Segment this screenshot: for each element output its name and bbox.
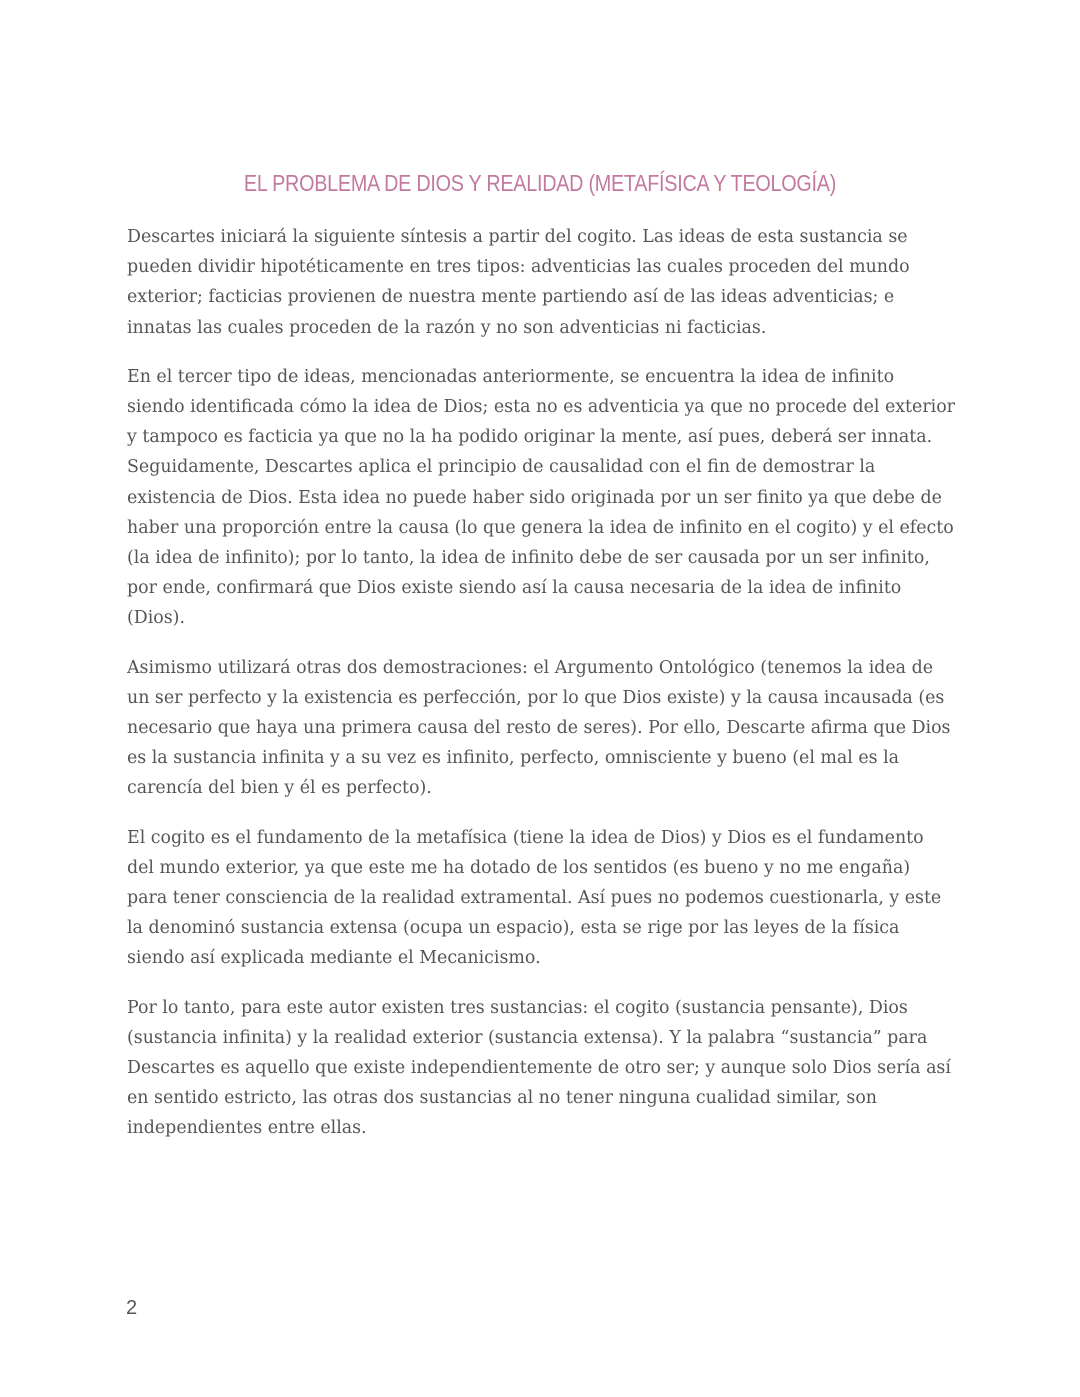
paragraph-idea-infinito: En el tercer tipo de ideas, mencionadas anteriormente, se encuentra la idea de infinito siendo identificada cómo la idea de Dios; esta no es adventicia ya que no procede del exterior y tampoco es facticia ya que no la ha podido originar la mente, así pues, deberá ser innata. Seguidamente, Descartes aplica el principio de causalidad con el fin de demostrar la existencia de Dios. Esta idea no puede haber sido originada por un ser finito ya que debe de haber una proporción entre la causa (lo que genera la idea de infinito en el cogito) y el efecto (la idea de infinito); por lo tanto, la idea de infinito debe de ser causada por un ser infinito, por ende, confirmará que Dios existe siendo así la causa necesaria de la idea de infinito (Dios). [127, 366, 955, 629]
paragraph-tres-sustancias: Por lo tanto, para este autor existen tres sustancias: el cogito (sustancia pensante), Dios (sustancia infinita) y la realidad exterior (sustancia extensa). Y la palabra “sustancia” para Descartes es aquello que existe independientemente de otro ser; y aunque solo Dios sería así en sentido estricto, las otras dos sustancias al no tener ninguna cualidad similar, son independientes entre ellas. [127, 997, 951, 1139]
paragraph-mundo-exterior: El cogito es el fundamento de la metafísica (tiene la idea de Dios) y Dios es el fundamento del mundo exterior, ya que este me ha dotado de los sentidos (es bueno y no me engaña) para tener consciencia de la realidad extramental. Así pues no podemos cuestionarla, y este la denominó sustancia extensa (ocupa un espacio), esta se rige por las leyes de la física siendo así explicada mediante el Mecanicismo. [127, 827, 942, 969]
paragraph-ideas-types: Descartes iniciará la siguiente síntesis a partir del cogito. Las ideas de esta sustancia se pueden dividir hipotéticamente en tres tipos: adventicias las cuales proceden del mundo exterior; facticias provienen de nuestra mente partiendo así de las ideas adventicias; e innatas las cuales proceden de la razón y no son adventicias ni facticias. [127, 227, 910, 338]
document-body [127, 222, 955, 1163]
page-number: 2 [126, 1297, 138, 1319]
paragraph-demostraciones: Asimismo utilizará otras dos demostraciones: el Argumento Ontológico (tenemos la idea de un ser perfecto y la existencia es perfección, por lo que Dios existe) y la causa incausada (es necesario que haya una primera causa del resto de seres). Por ello, Descarte afirma que Dios es la sustancia infinita y a su vez es infinito, perfecto, omnisciente y bueno (el mal es la carencía del bien y él es perfecto). [127, 657, 951, 799]
page-title: EL PROBLEMA DE DIOS Y REALIDAD (METAFÍSICA Y TEOLOGÍA) [243, 170, 837, 196]
